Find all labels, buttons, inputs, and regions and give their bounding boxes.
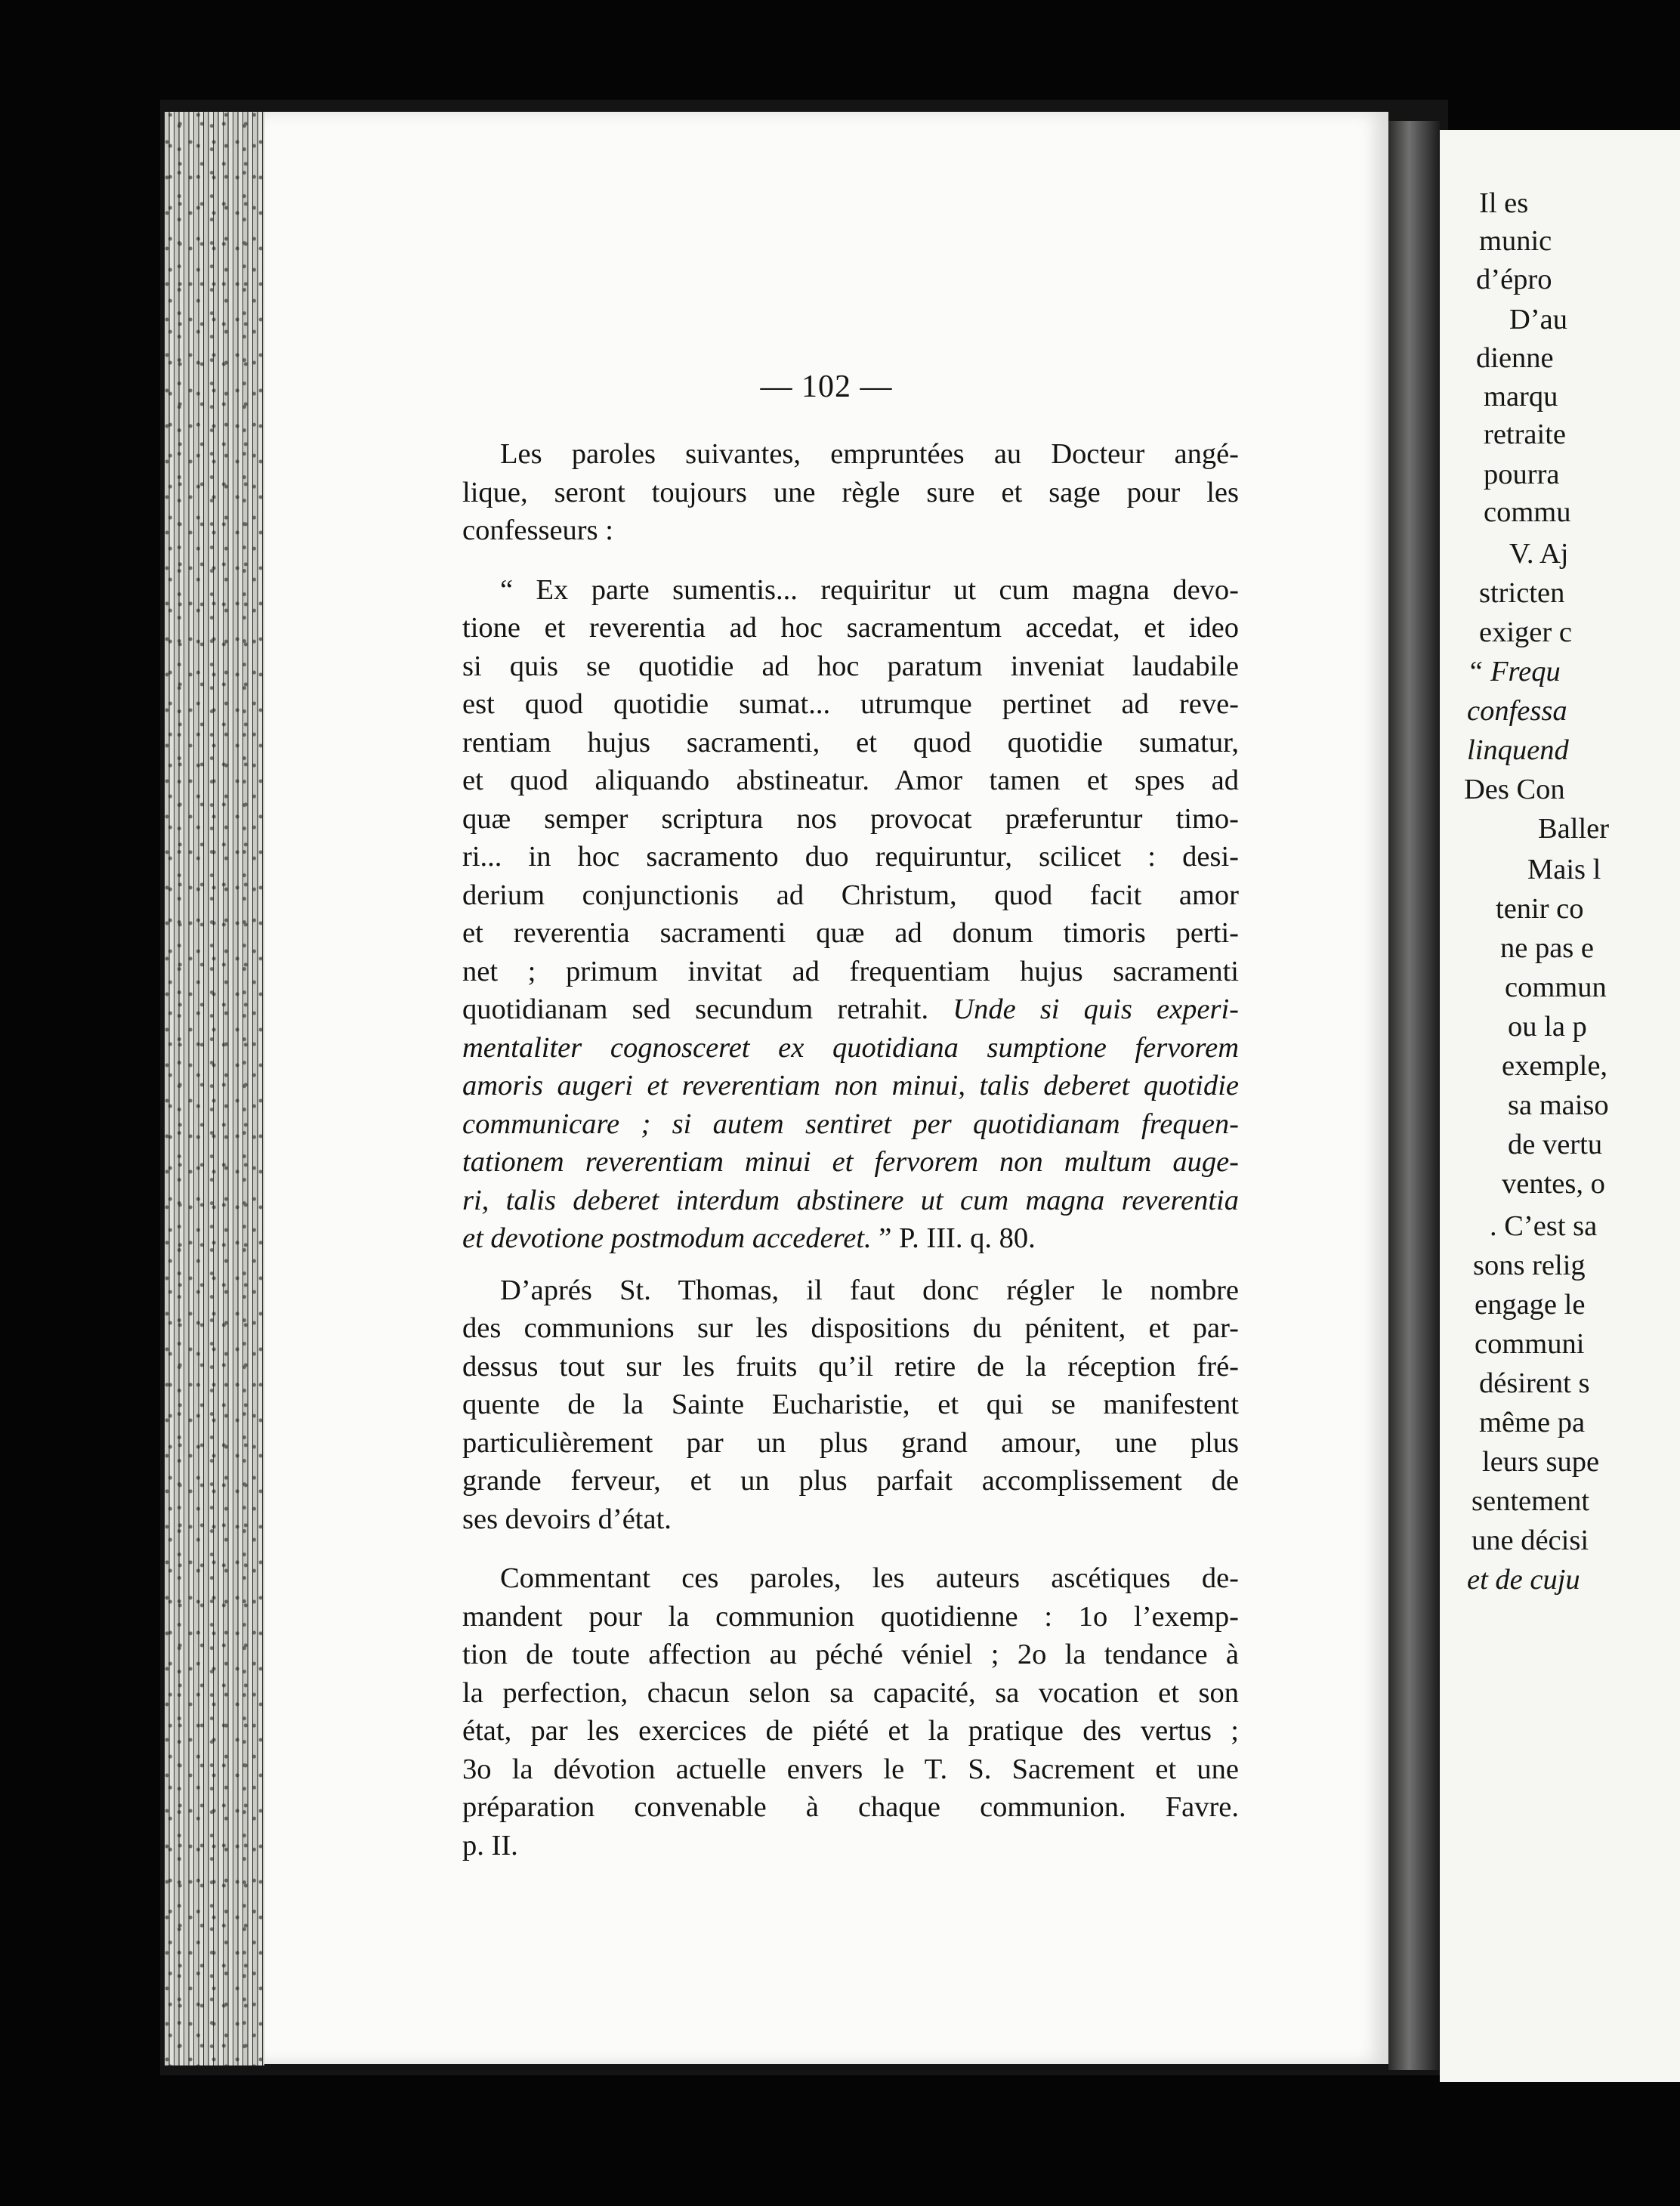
- text-line: mandent pour la communion quotidienne : 1o l’exemp-: [462, 1600, 1239, 1633]
- right-page-line: d’épro: [1476, 264, 1552, 295]
- right-page-line: Il es: [1479, 187, 1529, 219]
- text-line: ses devoirs d’état.: [462, 1503, 672, 1535]
- text-line: tione et reverentia ad hoc sacramentum accedat, et ideo: [462, 612, 1239, 644]
- text-line: et quod aliquando abstineatur. Amor tamen et spes ad: [462, 765, 1239, 796]
- text-italic: et devotione postmodum accederet.: [462, 1222, 872, 1254]
- paragraph-intro: [462, 435, 1239, 550]
- citation: ” P. III. q. 80.: [871, 1222, 1036, 1254]
- text-line: Commentant ces paroles, les auteurs ascétiques de-: [500, 1562, 1239, 1594]
- paragraph-commentary: [462, 1559, 1239, 1865]
- right-page-line: leurs supe: [1482, 1446, 1600, 1478]
- text-line: des communions sur les dispositions du pénitent, et par-: [462, 1312, 1239, 1344]
- right-page-line: confessa: [1467, 695, 1567, 727]
- text-line: état, par les exercices de piété et la pratique des vertus ;: [462, 1715, 1239, 1747]
- page-number: — 102 —: [760, 369, 893, 404]
- right-page-line: Mais l: [1527, 854, 1601, 885]
- text-line: confesseurs :: [462, 514, 613, 546]
- paragraph-thomas: [462, 1271, 1239, 1539]
- text-line: lique, seront toujours une règle sure et sage pour les: [462, 476, 1239, 508]
- right-page-line: pourra: [1484, 459, 1560, 490]
- right-page-line: Des Con: [1464, 774, 1565, 805]
- text-line-italic: mentaliter cognosceret ex quotidiana sumptione fervorem: [462, 1031, 1239, 1064]
- right-page-line: ventes, o: [1502, 1168, 1605, 1200]
- right-page-line: retraite: [1484, 419, 1566, 450]
- right-page: [1440, 130, 1680, 2082]
- left-page: [264, 112, 1388, 2064]
- text-line: net ; primum invitat ad frequentiam hujus sacramenti: [462, 955, 1239, 987]
- right-page-line: V. Aj: [1509, 538, 1569, 570]
- text-line: et reverentia sacramenti quæ ad donum timoris perti-: [462, 917, 1239, 949]
- right-page-line: “ Frequ: [1467, 656, 1561, 687]
- right-page-line: même pa: [1479, 1407, 1586, 1438]
- text-line: grande ferveur, et un plus parfait accomplissement de: [462, 1465, 1239, 1497]
- text-line-italic: communicare ; si autem sentiret per quotidianam frequen-: [462, 1108, 1239, 1140]
- text-line: p. II.: [462, 1829, 518, 1862]
- right-page-line: marqu: [1484, 381, 1558, 412]
- text-line-mixed: [462, 990, 1239, 1029]
- text-line: tion de toute affection au péché véniel ; 2o la tendance à: [462, 1639, 1239, 1670]
- text-line: “ Ex parte sumentis... requiritur ut cum magna devo-: [500, 573, 1239, 606]
- right-page-line: tenir co: [1496, 893, 1584, 925]
- text-line: quæ semper scriptura nos provocat præferuntur timo-: [462, 802, 1239, 835]
- right-page-line: stricten: [1479, 577, 1565, 609]
- text-line: si quis se quotidie ad hoc paratum inveniat laudabile: [462, 650, 1239, 682]
- paragraph-quotation: [462, 571, 1239, 1258]
- right-page-line: commun: [1505, 972, 1607, 1003]
- right-page-line: sa maiso: [1508, 1089, 1609, 1121]
- text-line: Les paroles suivantes, empruntées au Docteur angé-: [500, 438, 1239, 470]
- text-roman: quotidianam sed secundum retrahit.: [462, 993, 953, 1025]
- text-line: quente de la Sainte Eucharistie, et qui se manifestent: [462, 1389, 1239, 1420]
- right-page-line: . C’est sa: [1490, 1210, 1598, 1242]
- right-page-line: désirent s: [1479, 1367, 1590, 1399]
- text-line-italic: tationem reverentiam minui et fervorem non multum auge-: [462, 1146, 1239, 1178]
- right-page-line: une décisi: [1472, 1525, 1589, 1556]
- text-line: la perfection, chacun selon sa capacité, sa vocation et son: [462, 1676, 1239, 1709]
- text-italic: Unde si quis experi-: [953, 993, 1240, 1025]
- right-page-line: sons relig: [1473, 1250, 1586, 1281]
- text-line: ri... in hoc sacramento duo requiruntur, scilicet : desi-: [462, 841, 1239, 873]
- right-page-line: et de cuju: [1467, 1564, 1580, 1596]
- right-page-line: exiger c: [1479, 616, 1572, 648]
- text-line: rentiam hujus sacramenti, et quod quotidie sumatur,: [462, 726, 1239, 759]
- right-page-line: engage le: [1475, 1289, 1586, 1321]
- text-line: est quod quotidie sumat... utrumque pertinet ad reve-: [462, 688, 1239, 720]
- book-gutter: [1388, 121, 1440, 2070]
- right-page-line: linquend: [1467, 734, 1569, 766]
- right-page-line: ou la p: [1508, 1011, 1587, 1043]
- right-page-line: communi: [1475, 1328, 1585, 1360]
- right-page-line: ne pas e: [1500, 932, 1594, 964]
- text-line: 3o la dévotion actuelle envers le T. S. Sacrement et une: [462, 1753, 1239, 1785]
- text-line: préparation convenable à chaque communion. Favre.: [462, 1791, 1239, 1823]
- right-page-line: exemple,: [1502, 1050, 1608, 1082]
- right-page-line: de vertu: [1508, 1129, 1603, 1160]
- right-page-line: sentement: [1472, 1485, 1590, 1517]
- page-edge-speckle: [165, 112, 264, 2065]
- right-page-text: [1440, 130, 1680, 2082]
- right-page-line: dienne: [1476, 342, 1554, 374]
- right-page-line: D’au: [1509, 304, 1567, 335]
- text-line-italic: ri, talis deberet interdum abstinere ut cum magna reverentia: [462, 1184, 1239, 1216]
- right-page-line: munic: [1479, 225, 1552, 257]
- right-page-line: Baller: [1538, 813, 1610, 845]
- body-text: [462, 435, 1239, 1886]
- citation-line: [462, 1219, 1239, 1258]
- text-line-italic: amoris augeri et reverentiam non minui, talis deberet quotidie: [462, 1070, 1239, 1101]
- right-page-line: commu: [1484, 496, 1571, 528]
- text-line: D’aprés St. Thomas, il faut donc régler le nombre: [500, 1274, 1239, 1306]
- text-line: dessus tout sur les fruits qu’il retire de la réception fré-: [462, 1350, 1239, 1383]
- text-line: derium conjunctionis ad Christum, quod facit amor: [462, 879, 1239, 911]
- left-page-text: [264, 112, 1388, 2064]
- text-line: particulièrement par un plus grand amour, une plus: [462, 1426, 1239, 1459]
